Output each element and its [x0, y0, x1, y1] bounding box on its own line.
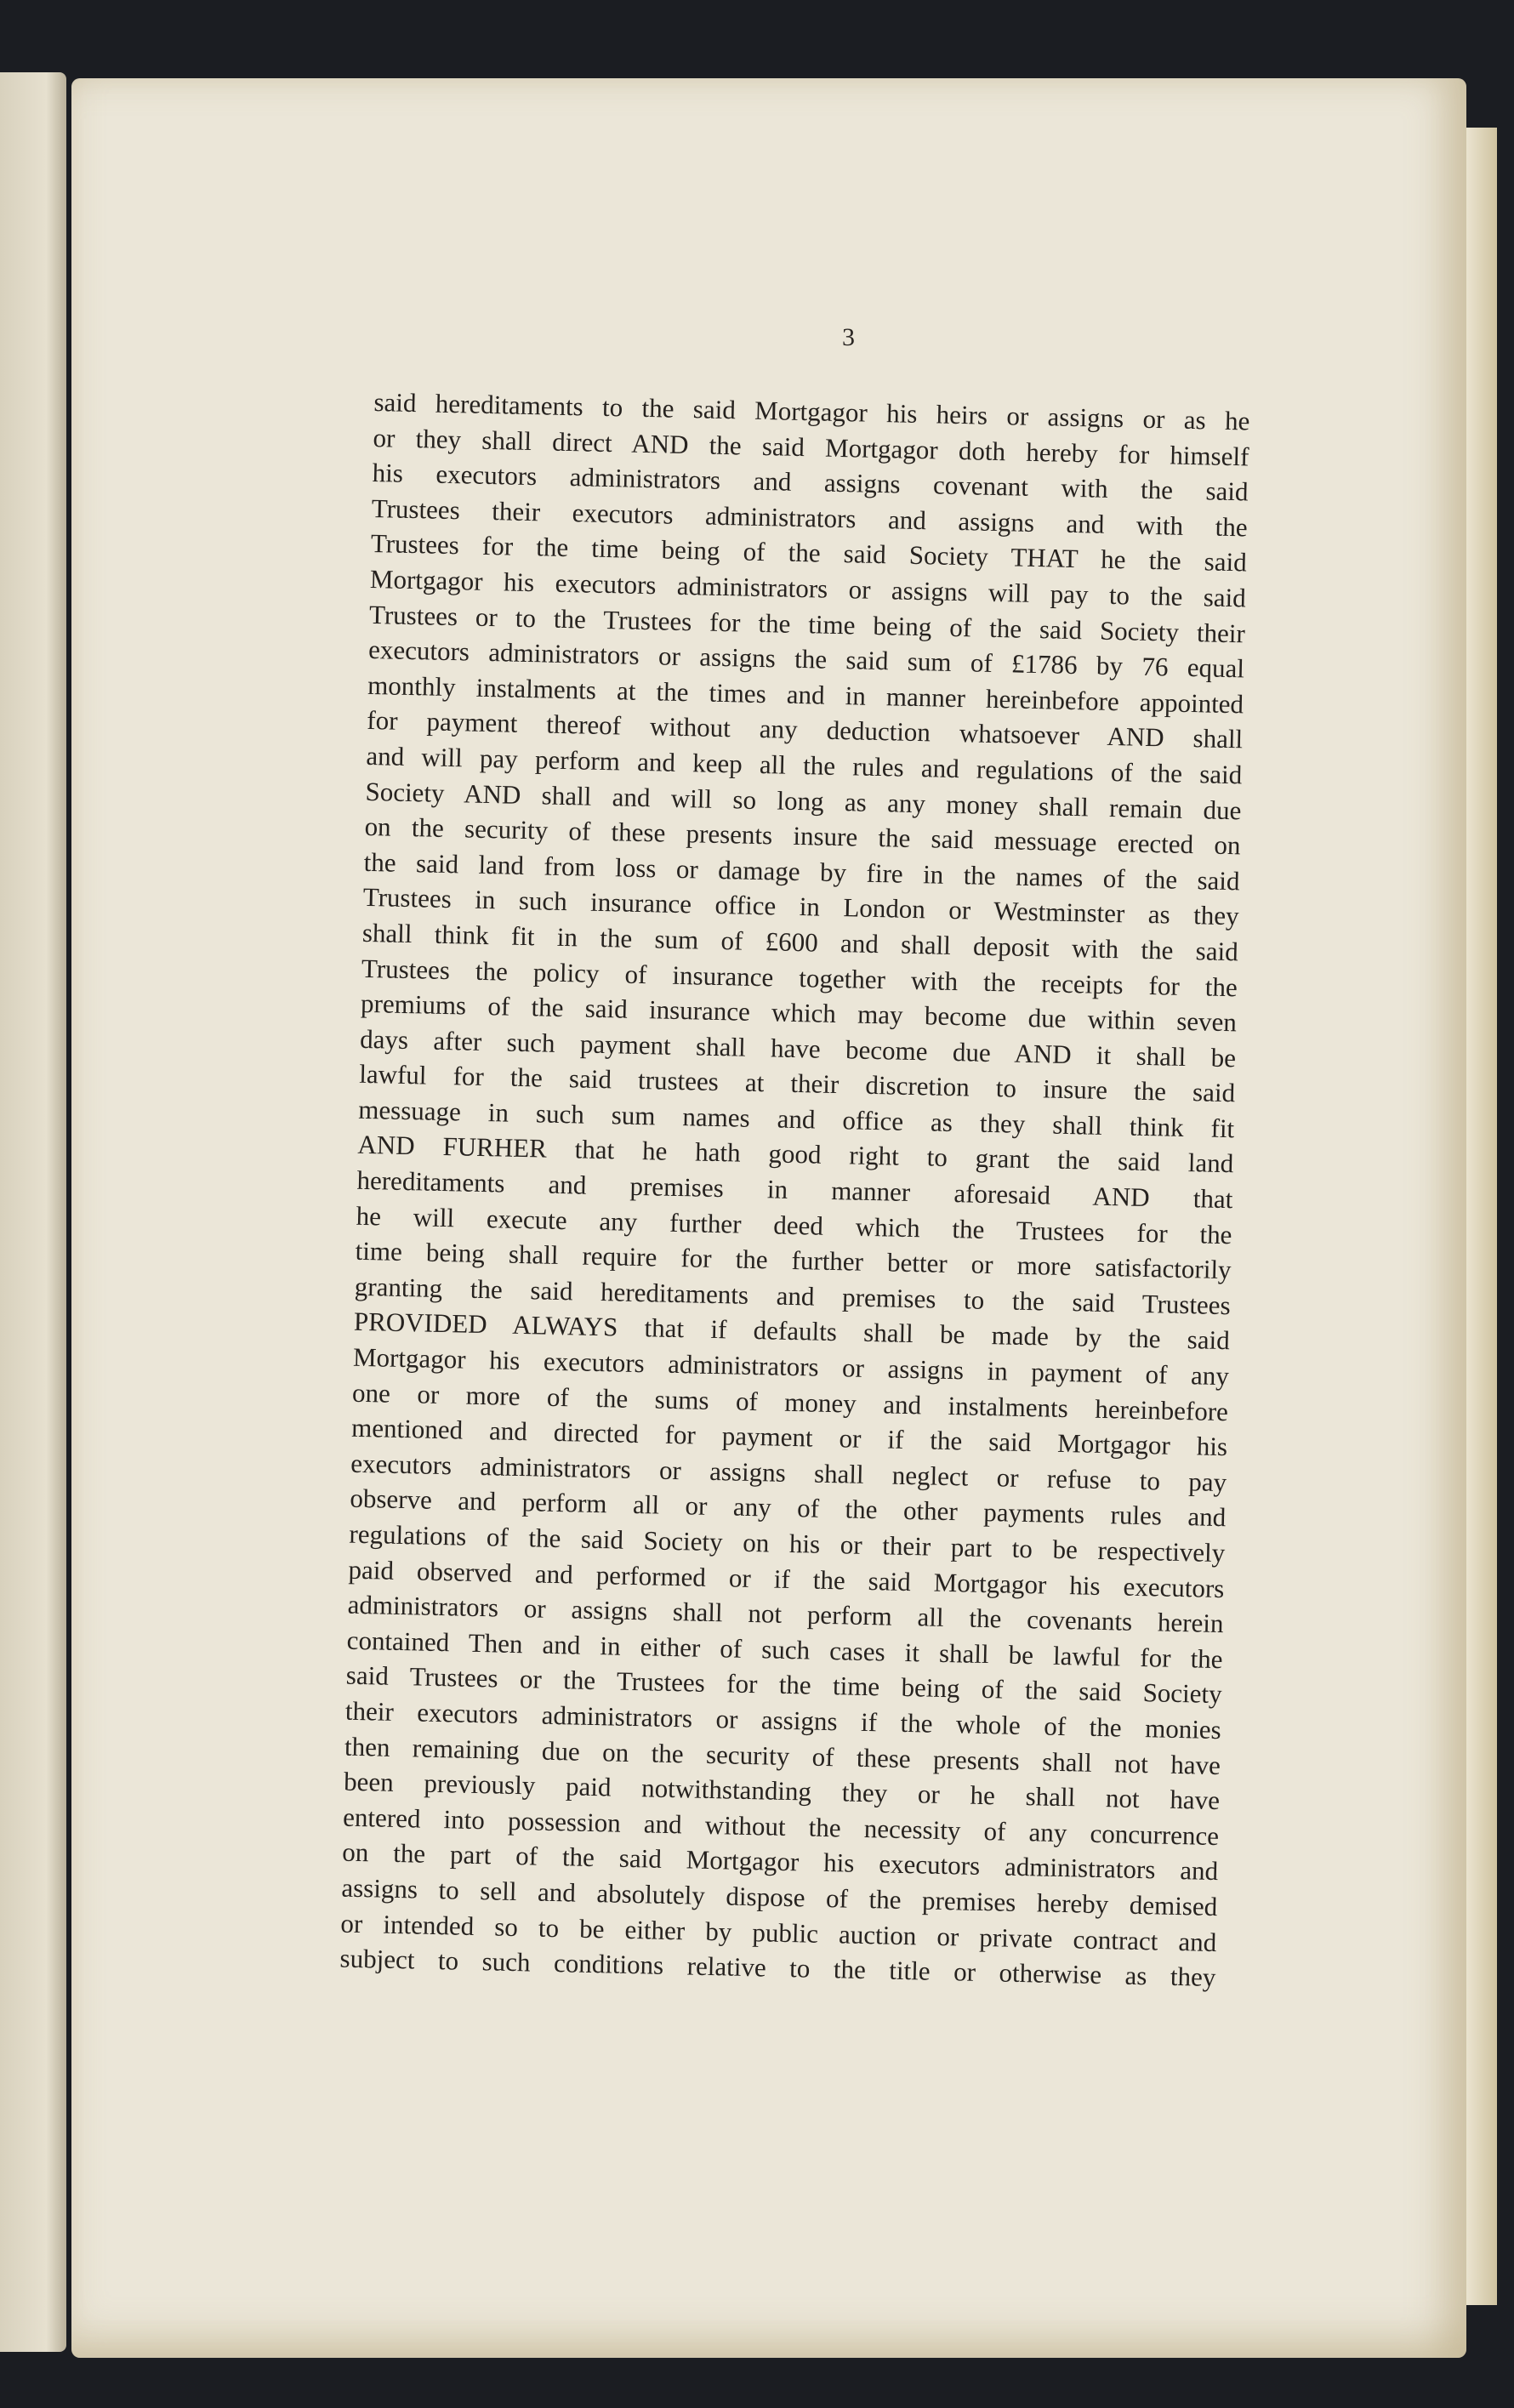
text-line: administrators or assigns shall not perform all the covenants herein: [347, 1589, 1224, 1639]
text-line: shall think fit in the sum of £600 and shall deposit with the said: [361, 917, 1239, 967]
text-line: Mortgagor his executors administrators or assigns in payment of any: [352, 1341, 1230, 1392]
facing-page-edge: [0, 72, 66, 2352]
text-line: said Trustees or the Trustees for the time being of the said Society: [345, 1660, 1223, 1710]
text-line: premiums of the said insurance which may become due within seven: [360, 988, 1238, 1038]
text-line: Trustees their executors administrators and assigns and with the: [371, 492, 1248, 543]
text-line: or intended so to be either by public auction or private contract and: [340, 1908, 1217, 1957]
text-line: Mortgagor his executors administrators or assigns will pay to the said: [369, 563, 1247, 613]
text-line: Trustees the policy of insurance together with the receipts for the: [361, 953, 1238, 1002]
text-line: lawful for the said trustees at their discretion to insure the said: [358, 1059, 1236, 1108]
text-line: then remaining due on the security of these presents shall not have: [344, 1731, 1221, 1780]
text-line: mentioned and directed for payment or if the said Mortgagor his: [350, 1412, 1228, 1462]
text-line: Trustees for the time being of the said Society THAT he the said: [370, 528, 1248, 578]
text-line: or they shall direct AND the said Mortgagor doth hereby for himself: [373, 422, 1249, 472]
text-line: on the security of these presents insure the said messuage erected on: [364, 811, 1241, 861]
text-line: messuage in such sum names and office as they shall think fit: [358, 1094, 1235, 1144]
text-line: paid observed and performed or if the said Mortgagor his executors: [348, 1554, 1225, 1603]
text-line: days after such payment shall have become due AND it shall be: [359, 1023, 1237, 1073]
text-line: granting the said hereditaments and premises to the said Trustees: [354, 1271, 1232, 1321]
text-line: monthly instalments at the times and in manner hereinbefore appointed: [367, 669, 1244, 720]
text-line: time being shall require for the further better or more satisfactorily: [355, 1236, 1232, 1285]
text-line: executors administrators or assigns shall neglect or refuse to pay: [350, 1448, 1227, 1497]
page-number: 3: [842, 323, 855, 351]
text-line: hereditaments and premises in manner aforesaid AND that: [356, 1164, 1233, 1215]
text-line: Society AND shall and will so long as any money shall remain due: [365, 776, 1242, 825]
text-line: been previously paid notwithstanding they or he shall not have: [343, 1766, 1221, 1816]
text-line: his executors administrators and assigns covenant with the said: [372, 458, 1249, 507]
text-line: PROVIDED ALWAYS that if defaults shall be made by the said: [353, 1306, 1231, 1356]
text-line: he will execute any further deed which the Trustees for the: [356, 1200, 1232, 1250]
text-line: contained Then and in either of such cases it shall be lawful for the: [346, 1625, 1223, 1674]
text-line: said hereditaments to the said Mortgagor his heirs or assigns or as he: [373, 386, 1250, 436]
text-line: on the part of the said Mortgagor his executors administrators and: [341, 1836, 1219, 1887]
text-line: executors administrators or assigns the said sum of £1786 by 76 equal: [367, 635, 1245, 684]
text-line: observe and perform all or any of the other payments rules and: [350, 1483, 1227, 1533]
text-line: one or more of the sums of money and instalments hereinbefore: [351, 1377, 1229, 1426]
text-line: the said land from loss or damage by fire in the names of the said: [363, 846, 1240, 897]
text-line: their executors administrators or assigns if the whole of the monies: [344, 1695, 1222, 1745]
text-line: and will pay perform and keep all the rules and regulations of the said: [366, 740, 1243, 790]
text-line: regulations of the said Society on his or their part to be respectively: [349, 1518, 1226, 1568]
text-line: entered into possession and without the necessity of any concurrence: [342, 1802, 1220, 1851]
text-line: AND FURHER that he hath good right to grant the said land: [357, 1130, 1234, 1179]
text-line: Trustees or to the Trustees for the time being of the said Society their: [368, 599, 1246, 648]
text-line: assigns to sell and absolutely dispose of the premises hereby demised: [341, 1872, 1218, 1921]
text-line: Trustees in such insurance office in London or Westminster as they: [362, 882, 1239, 931]
body-text: [339, 384, 1250, 1995]
text-line: for payment thereof without any deduction whatsoever AND shall: [367, 705, 1244, 754]
text-line: subject to such conditions relative to the title or otherwise as they: [339, 1943, 1216, 1993]
